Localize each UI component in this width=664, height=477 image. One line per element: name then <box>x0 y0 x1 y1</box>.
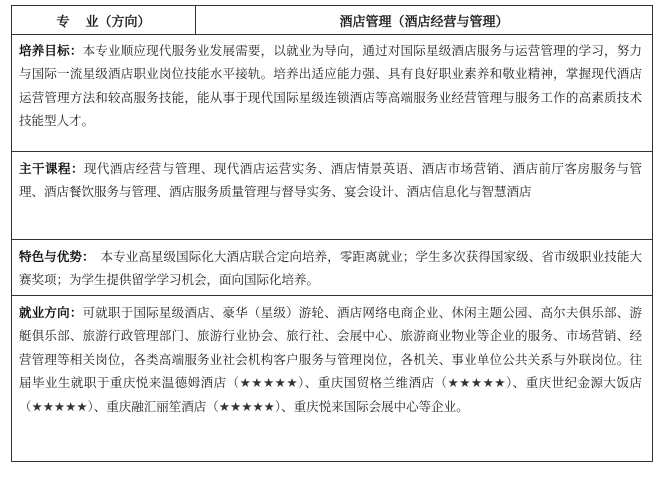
core-courses-label: 主干课程： <box>19 161 84 176</box>
major-label-rest: 业（方向） <box>85 14 151 30</box>
training-goal-label: 培养目标： <box>19 43 83 58</box>
career-label: 就业方向： <box>19 305 83 320</box>
program-info-table <box>11 5 653 462</box>
star-rating-4: （★★★★★） <box>206 398 282 414</box>
major-name-cell: 酒店管理（酒店经营与管理） <box>339 14 509 30</box>
training-goal-text: 本专业顺应现代服务业发展需要，以就业为导向，通过对国际星级酒店服务与运营管理的学习，努力与国际一流星级酒店职业岗位技能水平接轨。培养出适应能力强、具有良好职业素养和敬业精神，掌握现代酒店运营管理方法和较高服务技能，能从事于现代国际星级连锁酒店等高端服务业经营管理与服务工作的高素质技术技能型人才。 <box>19 43 642 129</box>
career-text-3: 、重庆世纪金源大饭店 <box>512 375 642 391</box>
career-section <box>12 297 652 462</box>
training-goal-section <box>12 35 652 152</box>
features-label: 特色与优势： <box>19 249 95 264</box>
career-text-4: 、重庆融汇丽笙酒店 <box>93 398 207 414</box>
features-text: 本专业高星级国际化大酒店联合定向培养，零距离就业；学生多次获得国家级、省市级职业技能大赛奖项；为学生提供留学学习机会，面向国际化培养。 <box>19 249 642 288</box>
core-courses-text: 现代酒店经营与管理、现代酒店运营实务、酒店情景英语、酒店市场营销、酒店前厅客房服务与管理、酒店餐饮服务与管理、酒店服务质量管理与督导实务、宴会设计、酒店信息化与智慧酒店 <box>19 161 642 200</box>
star-rating-3: （★★★★★） <box>19 398 94 414</box>
major-label-char: 专 <box>56 14 84 30</box>
career-text-2: 、重庆国贸格兰维酒店 <box>304 375 435 391</box>
major-label-cell <box>12 6 196 34</box>
features-section <box>12 241 652 296</box>
star-rating-1: （★★★★★） <box>226 375 305 391</box>
table-header-row <box>12 6 652 35</box>
star-rating-2: （★★★★★） <box>434 375 513 391</box>
career-text-1: 可就职于国际星级酒店、豪华（星级）游轮、酒店网络电商企业、休闲主题公园、高尔夫俱乐部、游艇俱乐部、旅游行政管理部门、旅游行业协会、旅行社、会展中心、旅游商业物业等企业的服务、市场营销、经营管理等相关岗位，各类高端服务业社会机构客户服务与管理岗位，各机关、事业单位公共关系与外联岗位。往届毕业生就职于重庆悦来温德姆酒店 <box>19 305 642 391</box>
career-text-5: 、重庆悦来国际会展中心等企业。 <box>281 398 469 414</box>
core-courses-section <box>12 153 652 240</box>
